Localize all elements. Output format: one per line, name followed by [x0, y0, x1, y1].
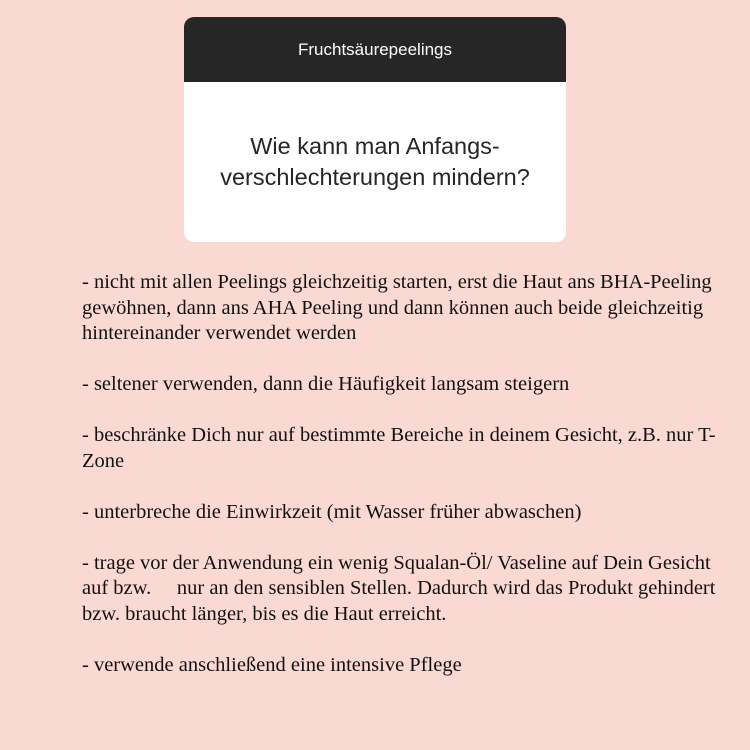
tip-item: - seltener verwenden, dann die Häufigkeit langsam steigern — [82, 373, 570, 395]
question-text: Wie kann man Anfangs-verschlechterungen mindern? — [220, 133, 530, 190]
tip-item: - nicht mit allen Peelings gleichzeitig starten, erst die Haut ans BHA-Peeling gewöhnen, dann ans AHA Peeling und dann können auch beide gleichzeitig hintereinander verwendet werden — [82, 271, 717, 344]
tip-item: - verwende anschließend eine intensive Pflege — [82, 653, 462, 676]
tip-item: - trage vor der Anwendung ein wenig Squalan-Öl/ Vaseline auf Dein Gesicht auf bzw. nur an den sensiblen Stellen. Dadurch wird das Produkt gehindert bzw. braucht länger, bis es die Haut erreicht. — [82, 551, 721, 625]
question-card-header: Fruchtsäurepeelings — [184, 17, 566, 82]
tip-item: - unterbreche die Einwirkzeit (mit Wasser früher abwaschen) — [82, 500, 582, 523]
tip-item: - beschränke Dich nur auf bestimmte Bereiche in deinem Gesicht, z.B. nur T-Zone — [82, 424, 716, 472]
question-card — [184, 17, 566, 242]
tips-list — [82, 270, 722, 678]
